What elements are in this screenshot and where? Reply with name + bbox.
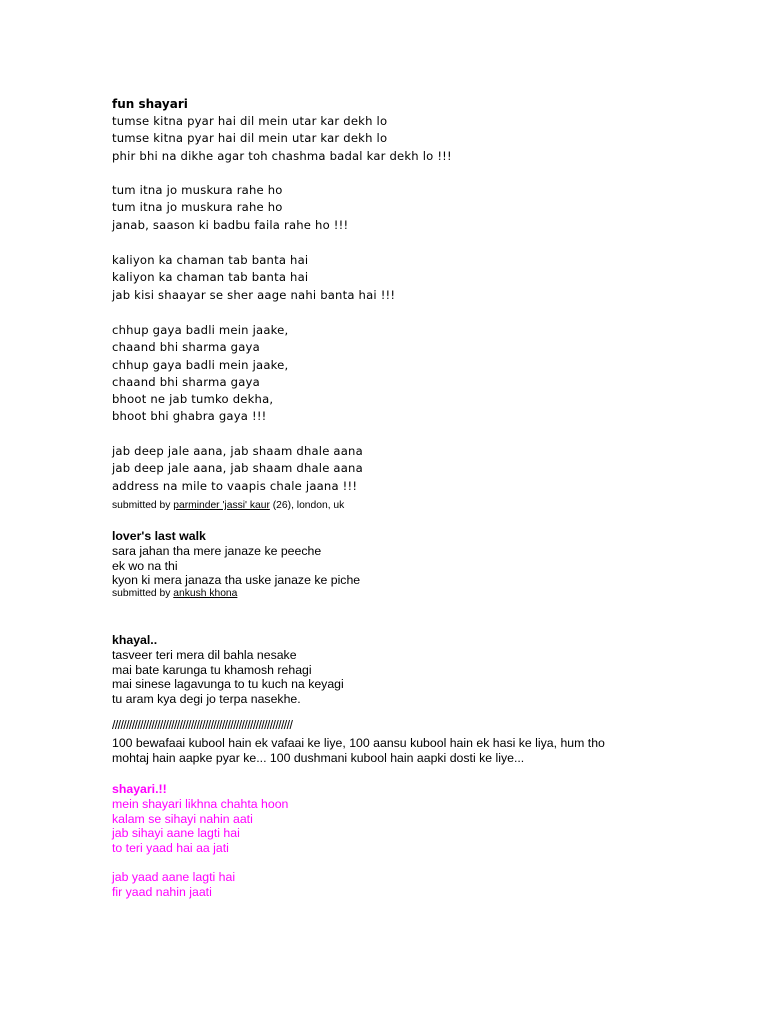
poem-line: sara jahan tha mere janaze ke peeche	[112, 544, 322, 558]
poem-line: jab sihayi aane lagti hai	[112, 826, 240, 841]
poem-line: mai bate karunga tu khamosh rehagi	[112, 662, 312, 677]
poem-stanza	[112, 870, 235, 899]
poem-stanza	[112, 113, 452, 165]
submitted-by-line	[112, 499, 344, 512]
poem-line: chaand bhi sharma gaya	[112, 374, 260, 389]
poem-line: bhoot bhi ghabra gaya !!!	[112, 409, 267, 424]
poem-line: jab yaad aane lagti hai	[112, 870, 236, 884]
prose-line: mohtaj hain aapke pyar ke... 100 dushmani kubool hain aapki dosti ke liye...	[112, 750, 525, 765]
poem-line: kaliyon ka chaman tab banta hai	[112, 270, 309, 285]
section-title-lovers-last-walk: lover's last walk	[112, 529, 206, 543]
author-link[interactable]: parminder 'jassi' kaur	[173, 500, 270, 511]
section-title-shayari: shayari.!!	[112, 782, 167, 796]
poem-stanza	[112, 443, 363, 495]
poem-line: tu aram kya degi jo terpa nasekhe.	[112, 691, 301, 706]
section-title-fun-shayari: fun shayari	[112, 97, 188, 111]
prose-line: 100 bewafaai kubool hain ek vafaai ke liye, 100 aansu kubool hain ek hasi ke liya, hum tho	[112, 736, 605, 750]
poem-line: tumse kitna pyar hai dil mein utar kar dekh lo	[112, 114, 388, 128]
poem-line: mai sinese lagavunga to tu kuch na keyagi	[112, 677, 344, 692]
poem-stanza	[112, 544, 360, 588]
author-link[interactable]: ankush khona	[173, 588, 238, 599]
submitted-by-prefix: submitted by	[112, 588, 174, 599]
poem-line: tum itna jo muskura rahe ho	[112, 183, 283, 197]
section-title-khayal: khayal..	[112, 633, 158, 647]
poem-line: tumse kitna pyar hai dil mein utar kar dekh lo	[112, 131, 388, 146]
poem-stanza	[112, 648, 344, 706]
author-details: (26), london, uk	[269, 500, 345, 511]
poem-stanza	[112, 182, 348, 234]
poem-stanza	[112, 322, 288, 426]
submitted-by-prefix: submitted by	[112, 500, 174, 511]
poem-line: phir bhi na dikhe agar toh chashma badal kar dekh lo !!!	[112, 148, 452, 163]
poem-line: kaliyon ka chaman tab banta hai	[112, 253, 309, 267]
poem-line: jab deep jale aana, jab shaam dhale aana	[112, 444, 363, 458]
poem-line: chhup gaya badli mein jaake,	[112, 357, 289, 372]
poem-stanza	[112, 252, 395, 304]
poem-line: chaand bhi sharma gaya	[112, 340, 260, 355]
slash-divider: ////////////////////////////////////////////////////////////////	[112, 718, 293, 732]
poem-line: jab kisi shaayar se sher aage nahi banta hai !!!	[112, 287, 396, 302]
poem-line: chhup gaya badli mein jaake,	[112, 323, 289, 337]
submitted-by-line	[112, 587, 237, 600]
prose-paragraph	[112, 736, 605, 765]
poem-stanza	[112, 797, 288, 855]
poem-line: to teri yaad hai aa jati	[112, 840, 229, 855]
poem-line: bhoot ne jab tumko dekha,	[112, 392, 274, 407]
poem-line: address na mile to vaapis chale jaana !!!	[112, 478, 358, 493]
poem-line: tum itna jo muskura rahe ho	[112, 200, 283, 215]
poem-line: ek wo na thi	[112, 558, 178, 573]
poem-line: kalam se sihayi nahin aati	[112, 811, 253, 826]
poem-line: tasveer teri mera dil bahla nesake	[112, 648, 297, 662]
poem-line: jab deep jale aana, jab shaam dhale aana	[112, 461, 363, 476]
poem-line: janab, saason ki badbu faila rahe ho !!!	[112, 217, 349, 232]
poem-line: fir yaad nahin jaati	[112, 884, 212, 899]
poem-line: mein shayari likhna chahta hoon	[112, 797, 289, 811]
poem-line: kyon ki mera janaza tha uske janaze ke piche	[112, 573, 361, 588]
